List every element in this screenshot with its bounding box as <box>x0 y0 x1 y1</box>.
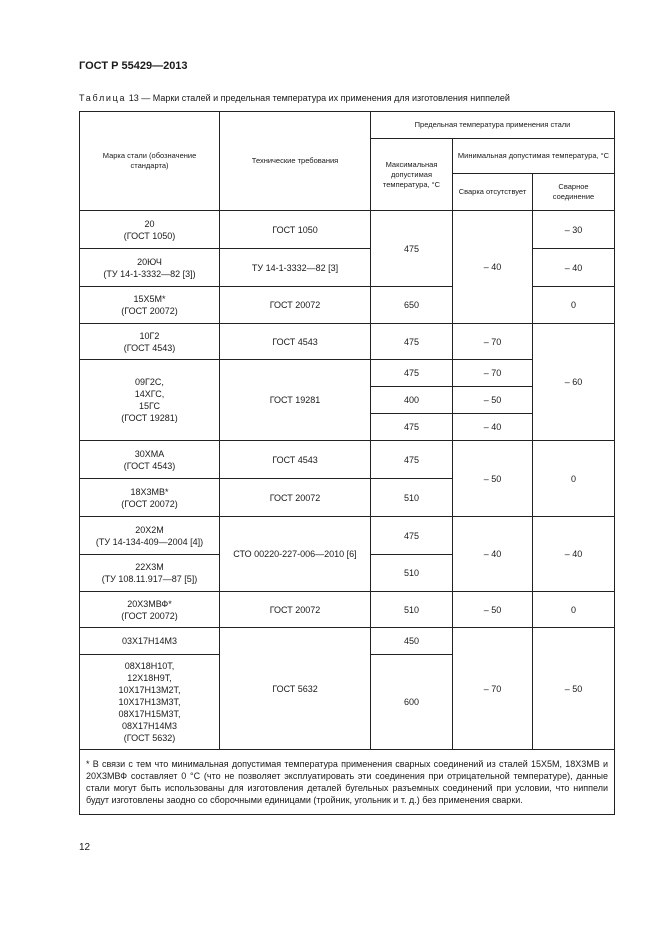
cell-grade: 03Х17Н14М3 <box>80 628 220 655</box>
caption-text: 13 — Марки сталей и предельная температура их применения для изготовления ниппелей <box>126 93 510 103</box>
cell-grade: 30ХМА (ГОСТ 4543) <box>80 441 220 479</box>
cell-weld: – 40 <box>533 249 615 287</box>
cell-max-temp: 475 <box>371 324 453 360</box>
header-limit-temp: Предельная температура применения стали <box>371 112 615 139</box>
page-number: 12 <box>79 842 91 853</box>
cell-no-weld: – 40 <box>453 517 533 592</box>
cell-weld: – 40 <box>533 517 615 592</box>
cell-no-weld: – 50 <box>453 592 533 628</box>
cell-requirements: ГОСТ 4543 <box>220 324 371 360</box>
document-code: ГОСТ Р 55429—2013 <box>79 60 188 72</box>
cell-no-weld: – 50 <box>453 441 533 517</box>
cell-grade: 22Х3М (ТУ 108.11.917—87 [5]) <box>80 555 220 592</box>
cell-requirements: ГОСТ 1050 <box>220 211 371 249</box>
cell-max-temp: 475 <box>371 517 453 555</box>
cell-grade: 10Г2 (ГОСТ 4543) <box>80 324 220 360</box>
cell-weld: – 50 <box>533 628 615 750</box>
caption-label: Таблица <box>79 93 127 103</box>
cell-max-temp: 475 <box>371 211 453 287</box>
cell-grade: 20Х3МВФ* (ГОСТ 20072) <box>80 592 220 628</box>
cell-weld: – 30 <box>533 211 615 249</box>
cell-grade: 20 (ГОСТ 1050) <box>80 211 220 249</box>
cell-grade: 09Г2С, 14ХГС, 15ГС (ГОСТ 19281) <box>80 360 220 441</box>
cell-no-weld: – 50 <box>453 387 533 414</box>
cell-requirements: ГОСТ 20072 <box>220 287 371 324</box>
header-requirements: Технические требования <box>220 112 371 211</box>
cell-grade: 08Х18Н10Т, 12Х18Н9Т, 10Х17Н13М2Т, 10Х17Н13М3Т, 08Х17Н15М3Т, 08Х17Н14М3 (ГОСТ 5632) <box>80 655 220 750</box>
cell-max-temp: 510 <box>371 555 453 592</box>
cell-no-weld: – 70 <box>453 360 533 387</box>
cell-weld: 0 <box>533 592 615 628</box>
cell-requirements: ГОСТ 19281 <box>220 360 371 441</box>
cell-requirements: ГОСТ 20072 <box>220 592 371 628</box>
cell-max-temp: 650 <box>371 287 453 324</box>
cell-no-weld: – 40 <box>453 414 533 441</box>
steel-grades-table <box>79 111 615 815</box>
table-caption <box>79 93 510 103</box>
cell-requirements: ГОСТ 5632 <box>220 628 371 750</box>
header-min-temp: Минимальная допустимая температура, °С <box>453 139 615 174</box>
header-no-weld: Сварка отсутствует <box>453 174 533 211</box>
header-weld: Сварное соединение <box>533 174 615 211</box>
cell-requirements: ТУ 14-1-3332—82 [3] <box>220 249 371 287</box>
cell-weld: 0 <box>533 287 615 324</box>
cell-max-temp: 450 <box>371 628 453 655</box>
cell-max-temp: 600 <box>371 655 453 750</box>
cell-weld: – 60 <box>533 324 615 441</box>
cell-max-temp: 475 <box>371 360 453 387</box>
header-max-temp: Максимальная допустимая температура, °С <box>371 139 453 211</box>
cell-max-temp: 510 <box>371 592 453 628</box>
cell-requirements: ГОСТ 4543 <box>220 441 371 479</box>
cell-no-weld: – 40 <box>453 211 533 324</box>
cell-grade: 20ЮЧ (ТУ 14-1-3332—82 [3]) <box>80 249 220 287</box>
cell-max-temp: 400 <box>371 387 453 414</box>
header-grade: Марка стали (обозначение стандарта) <box>80 112 220 211</box>
cell-grade: 15Х5М* (ГОСТ 20072) <box>80 287 220 324</box>
cell-no-weld: – 70 <box>453 628 533 750</box>
cell-requirements: СТО 00220-227-006—2010 [6] <box>220 517 371 592</box>
table-footnote: * В связи с тем что минимальная допустимая температура применения сварных соединений из сталей 15Х5М, 18Х3МВ и 20Х3МВФ составляет 0 °С (что не позволяет эксплуатировать эти соединения при отрицательной температуре), данные стали могут быть использованы для изготовления деталей бугельных разъемных соединений при условии, что ниппели будут изготовлены заодно со сборочными единицами (тройник, угольник и т. д.) без применения сварки. <box>80 750 615 815</box>
cell-no-weld: – 70 <box>453 324 533 360</box>
cell-max-temp: 475 <box>371 414 453 441</box>
cell-grade: 18Х3МВ* (ГОСТ 20072) <box>80 479 220 517</box>
cell-max-temp: 510 <box>371 479 453 517</box>
cell-grade: 20Х2М (ТУ 14-134-409—2004 [4]) <box>80 517 220 555</box>
cell-max-temp: 475 <box>371 441 453 479</box>
cell-requirements: ГОСТ 20072 <box>220 479 371 517</box>
cell-weld: 0 <box>533 441 615 517</box>
